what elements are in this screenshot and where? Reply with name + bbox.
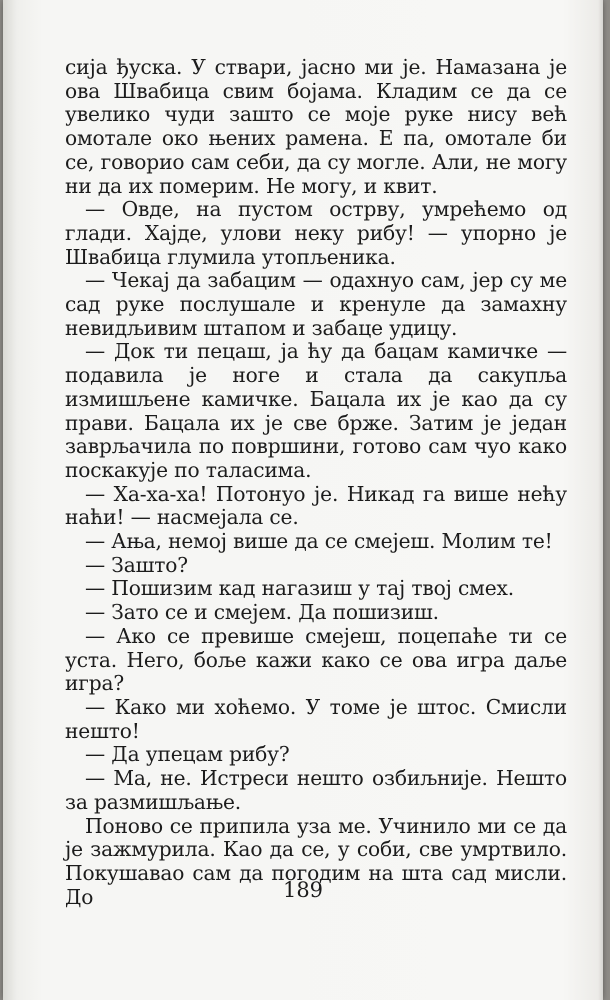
- paragraph: сија ђуска. У ствари, јасно ми је. Намазана је ова Швабица свим бојама. Кладим се да се увелико чуди зашто се моје руке нису већ омотале око њених рамена. Е па, омотале би се, говорио сам себи, да су могле. Али, не могу ни да их померим. Не могу, и квит.: [65, 55, 567, 198]
- paragraph: — Да упецам рибу?: [85, 742, 290, 767]
- paragraph: — Зато се и смејем. Да пошизиш.: [85, 600, 439, 625]
- paragraph: — Ха-ха-ха! Потонуо је. Никад га више нећу наћи! — насмејала се.: [65, 481, 567, 530]
- book-page: [3, 0, 603, 1000]
- paragraph: — Пошизим кад нагазиш у тај твој смех.: [85, 576, 515, 601]
- paragraph: — Овде, на пустом острву, умрећемо од глади. Хајде, улови неку рибу! — упорно је Швабица глумила утопљеника.: [65, 197, 567, 269]
- paragraph: — Како ми хоћемо. У томе је штос. Смисли нешто!: [65, 694, 567, 743]
- paragraph: Поново се припила уза ме. Учинило ми се да је зажмурила. Као да се, у соби, све умртвило. Покушавао сам да погодим на шта сад мисли. До: [65, 813, 567, 909]
- paragraph: — Чекај да забацим — одахнуо сам, јер су ме сад руке послушале и кренуле да замахну невидљивим штапом и забаце удицу.: [65, 268, 567, 340]
- paragraph: — Зашто?: [85, 552, 188, 577]
- body-text: [65, 56, 567, 909]
- paragraph: — Док ти пецаш, ја ћу да бацам камичке — подавила је ноге и стала да сакупља измишљене камичке. Бацала их је као да су прави. Бацала их је све брже. Затим је један заврљачила по површини, готово сам чуо како поскакује по таласима.: [65, 339, 567, 482]
- page-number: 189: [282, 878, 324, 902]
- paragraph: — Ако се превише смејеш, поцепаће ти се уста. Него, боље кажи како се ова игра даље игра?: [65, 623, 567, 696]
- paragraph: — Ања, немој више да се смејеш. Молим те!: [85, 529, 553, 554]
- paragraph: — Ма, не. Истреси нешто озбиљније. Нешто за размишљање.: [65, 766, 567, 814]
